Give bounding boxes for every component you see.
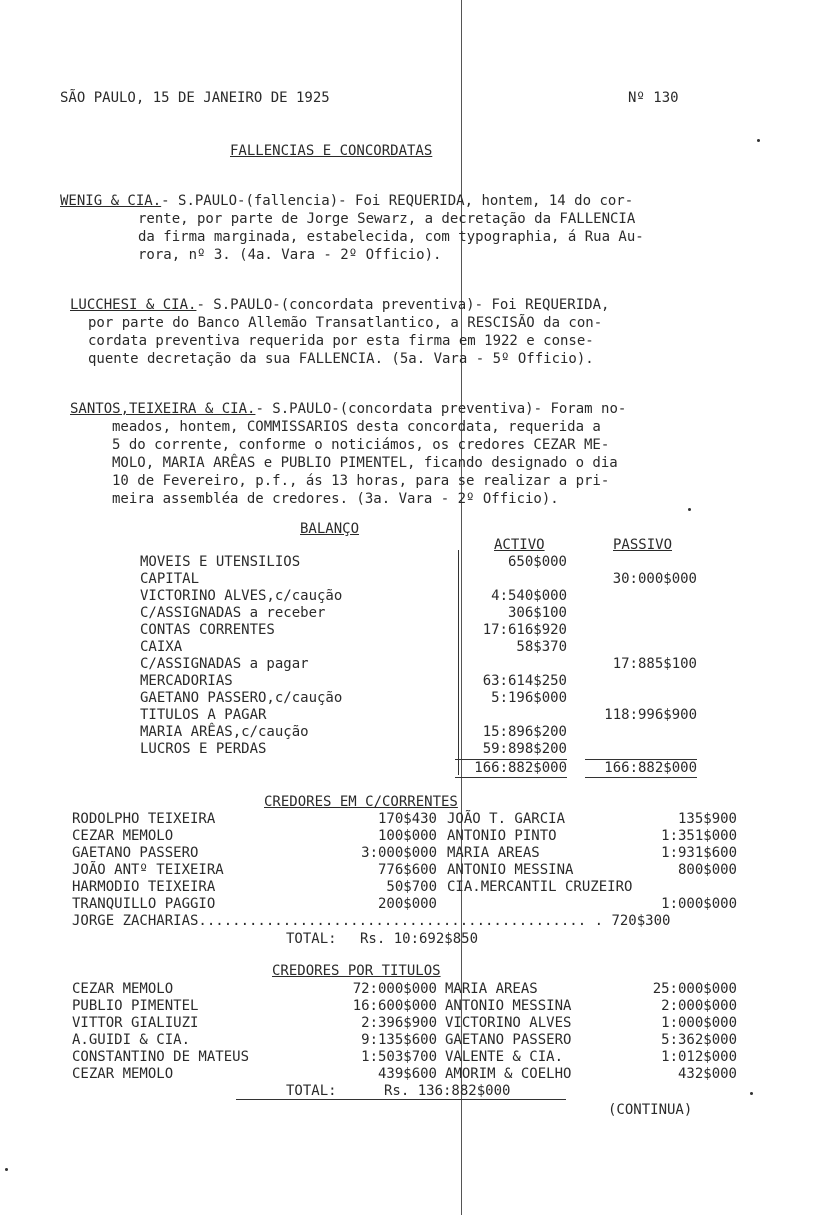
balanco-activo: 59:898$200 xyxy=(482,741,567,757)
creditor-amount: 800$000 xyxy=(677,862,737,878)
creditor-name: CEZAR MEMOLO xyxy=(72,1066,174,1082)
notice-line: cordata preventiva requerida por esta firma em 1922 e conse- xyxy=(88,333,594,349)
continua-note: (CONTINUA) xyxy=(608,1102,693,1118)
balanco-label: VICTORINO ALVES,c/caução xyxy=(140,588,343,604)
balanco-title: BALANÇO xyxy=(300,521,360,537)
creditor-amount: 3:000$000 xyxy=(361,845,437,861)
creditor-amount: 2:000$000 xyxy=(661,998,737,1014)
place-date: SÃO PAULO, 15 DE JANEIRO DE 1925 xyxy=(60,90,330,106)
notice-line: meados, hontem, COMMISSARIOS desta concordata, requerida a xyxy=(112,419,601,435)
balanco-passivo xyxy=(580,588,697,605)
balanco-passivo xyxy=(580,741,697,758)
creditor-name: A.GUIDI & CIA. xyxy=(72,1032,191,1048)
creditor-amount: 2:396$900 xyxy=(361,1015,437,1031)
tit-total-rule xyxy=(236,1099,566,1100)
balanco-passivo xyxy=(580,639,697,656)
notice-line: - S.PAULO-(fallencia)- Foi REQUERIDA, hontem, 14 do cor- xyxy=(161,193,634,209)
creditor-name: PUBLIO PIMENTEL xyxy=(72,998,199,1014)
creditor-name: MARIA AREAS xyxy=(445,981,538,997)
balanco-label: MERCADORIAS xyxy=(140,673,233,689)
credores-titulos-title: CREDORES POR TITULOS xyxy=(272,963,441,979)
balanco-activo: 5:196$000 xyxy=(491,690,567,706)
balanco-passivo xyxy=(580,554,697,571)
creditor-name: AMORIM & COELHO xyxy=(445,1066,572,1082)
balanco-activo: 306$100 xyxy=(507,605,567,621)
notice-lucchesi xyxy=(70,296,770,368)
creditor-name: TRANQUILLO PAGGIO xyxy=(72,896,216,912)
creditor-name: VALENTE & CIA. xyxy=(445,1049,564,1065)
balanco-activo: 650$000 xyxy=(507,554,567,570)
cc-total-label: TOTAL: xyxy=(286,931,337,947)
balanco-label: C/ASSIGNADAS a pagar xyxy=(140,656,309,672)
cc-last-row: JORGE ZACHARIAS.............................................. . 720$300 xyxy=(72,913,671,929)
creditor-name: ANTONIO MESSINA xyxy=(447,862,574,878)
creditor-amount: 1:012$000 xyxy=(661,1049,737,1065)
creditor-amount: 25:000$000 xyxy=(652,981,737,997)
balanco-activo xyxy=(440,656,567,673)
notice-line: meira assembléa de credores. (3a. Vara - 2º Officio). xyxy=(112,491,559,507)
balanco-label: C/ASSIGNADAS a receber xyxy=(140,605,326,621)
creditor-name: VITTOR GIALIUZI xyxy=(72,1015,199,1031)
creditor-amount: 1:503$700 xyxy=(361,1049,437,1065)
stray-mark xyxy=(688,508,691,511)
creditor-amount: 72:000$000 xyxy=(352,981,437,997)
document-number: Nº 130 xyxy=(628,90,679,106)
notice-line: - S.PAULO-(concordata preventiva)- Foi REQUERIDA, xyxy=(196,297,610,313)
section-title: FALLENCIAS E CONCORDATAS xyxy=(230,143,433,159)
notice-company: WENIG & CIA. xyxy=(60,193,162,209)
creditor-amount: 432$000 xyxy=(677,1066,737,1082)
notice-line: quente decretação da sua FALLENCIA. (5a. Vara - 5º Officio). xyxy=(88,351,594,367)
creditor-amount: 1:000$000 xyxy=(661,1015,737,1031)
stray-mark xyxy=(5,1168,8,1171)
creditor-amount: 439$600 xyxy=(377,1066,437,1082)
creditor-name: GAETANO PASSERO xyxy=(445,1032,572,1048)
balanco-label: TITULOS A PAGAR xyxy=(140,707,267,723)
creditor-name: ANTONIO MESSINA xyxy=(445,998,572,1014)
balanco-activo: 15:896$200 xyxy=(482,724,567,740)
balanco-passivo xyxy=(580,690,697,707)
creditor-amount: 1:000$000 xyxy=(661,896,737,912)
balanco-activo xyxy=(440,707,567,724)
passivo-total-rule xyxy=(585,777,697,778)
activo-total-rule xyxy=(455,777,567,778)
balanco-label: MARIA ARÊAS,c/caução xyxy=(140,724,309,740)
balanco-activo xyxy=(440,571,567,588)
balanco-activo: 17:616$920 xyxy=(482,622,567,638)
creditor-amount: 135$900 xyxy=(677,811,737,827)
creditor-amount: 1:351$000 xyxy=(661,828,737,844)
creditor-amount: 170$430 xyxy=(377,811,437,827)
balanco-label: GAETANO PASSERO,c/caução xyxy=(140,690,343,706)
creditor-name: CEZAR MEMOLO xyxy=(72,981,174,997)
creditor-name: ANTONIO PINTO xyxy=(447,828,557,844)
notice-line: 10 de Fevereiro, p.f., ás 13 horas, para se realizar a pri- xyxy=(112,473,610,489)
creditor-name: CONSTANTINO DE MATEUS xyxy=(72,1049,250,1065)
balanco-passivo xyxy=(580,673,697,690)
creditor-amount: 776$600 xyxy=(377,862,437,878)
creditor-amount: 50$700 xyxy=(386,879,437,895)
creditor-name: MARIA AREAS xyxy=(447,845,540,861)
tit-total-value: Rs. 136:882$000 xyxy=(384,1083,511,1099)
balanco-label: CAIXA xyxy=(140,639,183,655)
creditor-name: GAETANO PASSERO xyxy=(72,845,199,861)
notice-line: por parte do Banco Allemão Transatlantico, a RESCISÃO da con- xyxy=(88,315,603,331)
credores-cc-title: CREDORES EM C/CORRENTES xyxy=(264,794,458,810)
creditor-name: JOÃO T. GARCIA xyxy=(447,811,566,827)
notice-company: LUCCHESI & CIA. xyxy=(70,297,197,313)
creditor-name: CEZAR MEMOLO xyxy=(72,828,174,844)
notice-line: 5 do corrente, conforme o noticiámos, os credores CEZAR ME- xyxy=(112,437,610,453)
balanco-activo: 58$370 xyxy=(516,639,567,655)
balanco-passivo: 17:885$100 xyxy=(612,656,697,672)
stray-mark xyxy=(757,139,760,142)
total-activo: 166:882$000 xyxy=(474,760,567,776)
balanco-passivo: 118:996$900 xyxy=(604,707,697,723)
balanco-passivo xyxy=(580,724,697,741)
passivo-header: PASSIVO xyxy=(613,537,673,553)
stray-mark xyxy=(750,1092,753,1095)
notice-wenig xyxy=(60,192,760,264)
notice-line: rora, nº 3. (4a. Vara - 2º Officio). xyxy=(138,247,442,263)
balanco-label: CAPITAL xyxy=(140,571,200,587)
notice-line: - S.PAULO-(concordata preventiva)- Foram no- xyxy=(255,401,627,417)
tit-total-label: TOTAL: xyxy=(286,1083,337,1099)
total-passivo: 166:882$000 xyxy=(604,760,697,776)
notice-company: SANTOS,TEIXEIRA & CIA. xyxy=(70,401,256,417)
balanco-label: MOVEIS E UTENSILIOS xyxy=(140,554,301,570)
creditor-amount: 16:600$000 xyxy=(352,998,437,1014)
cc-total-value: Rs. 10:692$850 xyxy=(360,931,479,947)
balanco-activo: 63:614$250 xyxy=(482,673,567,689)
balanco-label: CONTAS CORRENTES xyxy=(140,622,275,638)
balanco-passivo: 30:000$000 xyxy=(612,571,697,587)
creditor-name: JOÃO ANTº TEIXEIRA xyxy=(72,862,224,878)
balanco-activo: 4:540$000 xyxy=(491,588,567,604)
creditor-amount: 9:135$600 xyxy=(361,1032,437,1048)
creditor-amount: 1:931$600 xyxy=(661,845,737,861)
creditor-amount: 100$000 xyxy=(377,828,437,844)
balanco-divider xyxy=(458,550,459,775)
creditor-name: CIA.MERCANTIL CRUZEIRO xyxy=(447,879,633,895)
activo-header: ACTIVO xyxy=(494,537,545,553)
creditor-name: RODOLPHO TEIXEIRA xyxy=(72,811,216,827)
creditor-amount: 200$000 xyxy=(377,896,437,912)
balanco-passivo xyxy=(580,605,697,622)
creditor-amount: 5:362$000 xyxy=(661,1032,737,1048)
balanco-passivo xyxy=(580,622,697,639)
balanco-label: LUCROS E PERDAS xyxy=(140,741,267,757)
creditor-name: VICTORINO ALVES xyxy=(445,1015,572,1031)
creditor-amount xyxy=(620,879,737,896)
notice-santos-teixeira xyxy=(70,400,770,508)
notice-line: da firma marginada, estabelecida, com typographia, á Rua Au- xyxy=(138,229,644,245)
notice-line: rente, por parte de Jorge Sewarz, a decretação da FALLENCIA xyxy=(138,211,636,227)
creditor-name: HARMODIO TEIXEIRA xyxy=(72,879,216,895)
notice-line: MOLO, MARIA ARÊAS e PUBLIO PIMENTEL, ficando designado o dia xyxy=(112,455,618,471)
